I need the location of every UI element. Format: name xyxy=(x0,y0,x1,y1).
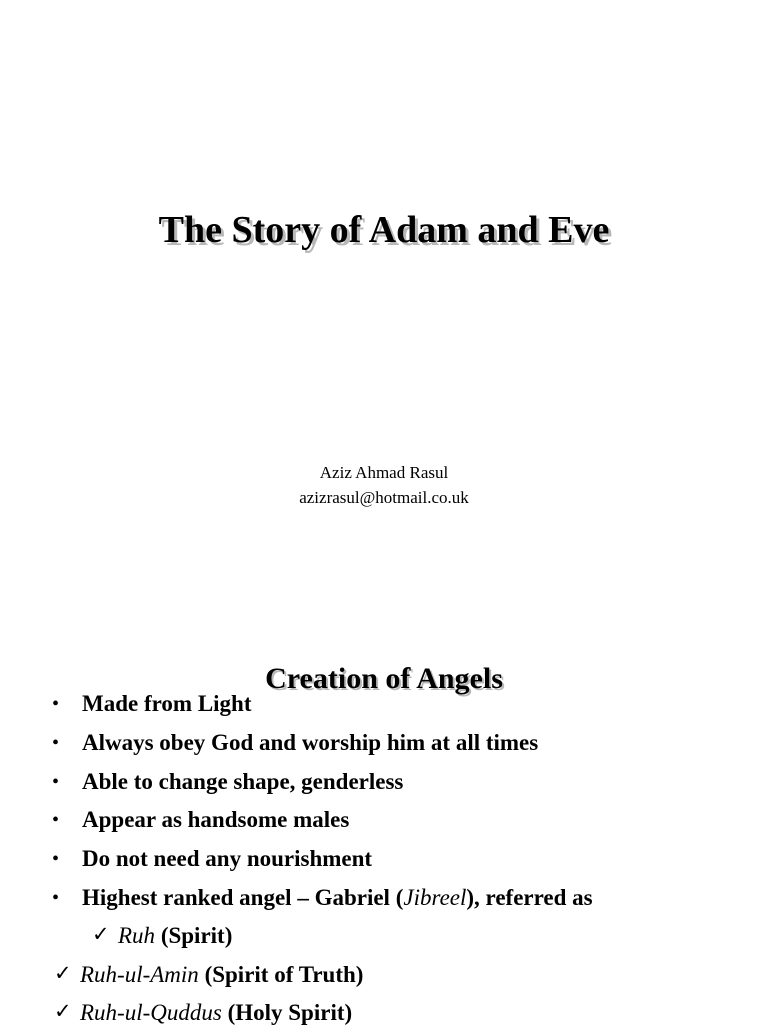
bullet-text: Appear as handsome males xyxy=(82,807,350,833)
checkmark-icon: ✓ xyxy=(54,960,72,985)
bullet-icon: • xyxy=(52,809,60,832)
bullet-text: Able to change shape, genderless xyxy=(82,768,404,794)
list-item xyxy=(0,842,768,881)
checkmark-icon: ✓ xyxy=(54,999,72,1023)
list-item xyxy=(0,803,768,842)
list-item xyxy=(0,687,768,726)
title-term: Ruh-ul-Quddus xyxy=(80,1000,222,1025)
bullet-text: Always obey God and worship him at all times xyxy=(82,729,539,755)
list-item xyxy=(0,996,768,1035)
list-item xyxy=(0,765,768,804)
gabriel-prefix: Highest ranked angel – Gabriel ( xyxy=(82,884,404,910)
bullet-icon: • xyxy=(52,731,60,754)
title-term: Ruh-ul-Amin xyxy=(80,961,199,987)
author-name: Aziz Ahmad Rasul xyxy=(319,463,449,482)
title-term: Ruh xyxy=(118,923,156,948)
gabriel-suffix: ), referred as xyxy=(466,884,593,910)
list-item xyxy=(0,958,768,997)
title-meaning: (Spirit) xyxy=(160,923,233,948)
bullet-icon: • xyxy=(52,886,60,909)
gabriel-titles-list xyxy=(0,919,768,1035)
author-block xyxy=(0,460,768,510)
author-email: azizrasul@hotmail.co.uk xyxy=(299,488,469,507)
bullet-icon: • xyxy=(52,693,60,715)
bullet-text: Made from Light xyxy=(82,691,252,716)
list-item xyxy=(0,919,768,958)
bullet-icon: • xyxy=(52,848,60,871)
list-item xyxy=(0,726,768,765)
section-title: Creation of Angels xyxy=(265,661,503,695)
bullet-text: Do not need any nourishment xyxy=(82,846,373,872)
title-meaning: (Holy Spirit) xyxy=(227,1000,353,1025)
gabriel-arabic-name: Jibreel xyxy=(403,884,467,910)
angel-facts-list xyxy=(0,687,768,920)
title-meaning: (Spirit of Truth) xyxy=(204,961,364,987)
list-item-gabriel xyxy=(0,881,768,920)
bullet-icon: • xyxy=(52,770,60,793)
checkmark-icon: ✓ xyxy=(92,922,110,946)
presentation-title: The Story of Adam and Eve xyxy=(158,209,610,252)
